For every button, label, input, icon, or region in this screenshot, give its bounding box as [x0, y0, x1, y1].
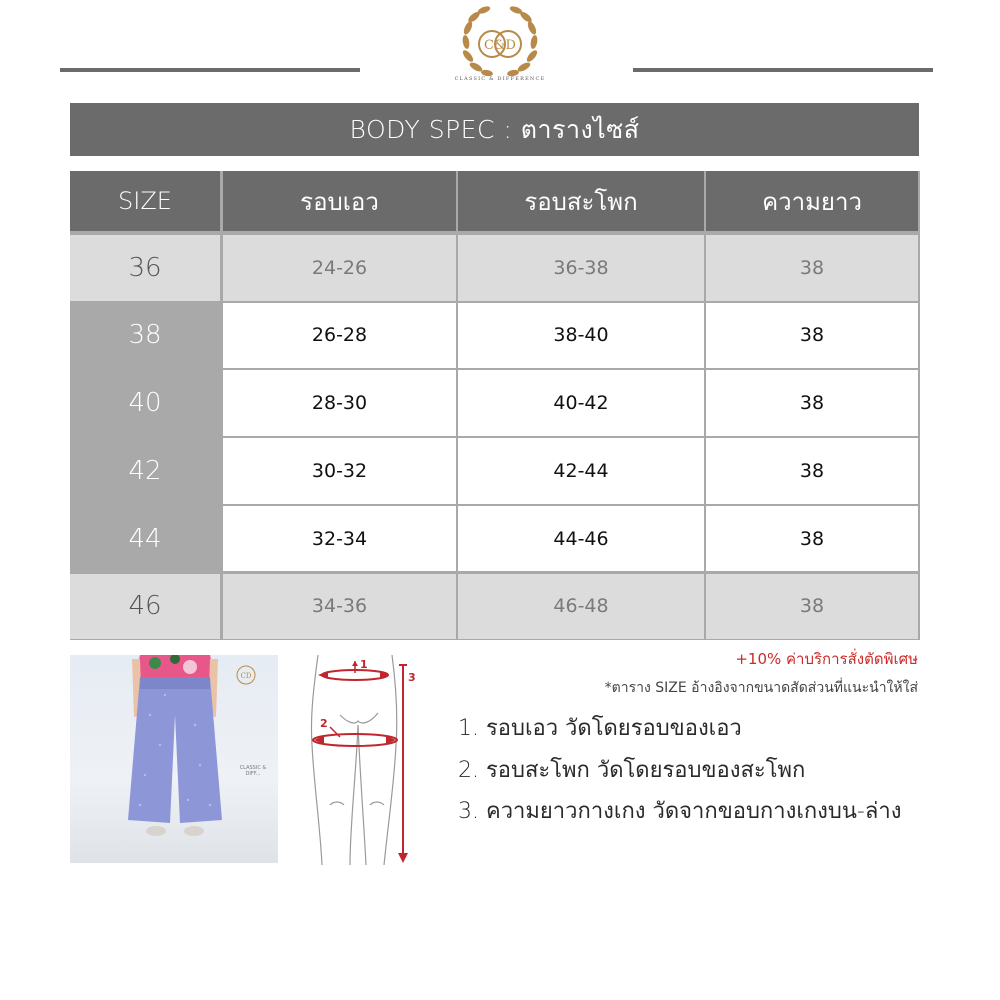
size-reference-note: *ตาราง SIZE อ้างอิงจากขนาดสัดส่วนที่แนะนำให้ใส่ — [604, 680, 918, 696]
cell-length: 38 — [706, 370, 918, 436]
cell-hip: 36-38 — [458, 235, 704, 301]
cell-length: 38 — [706, 303, 918, 369]
cell-hip: 44-46 — [458, 506, 704, 572]
product-photo — [70, 655, 278, 863]
svg-text:CD: CD — [240, 672, 252, 680]
page-title: BODY SPEC : ตารางไซส์ — [70, 103, 919, 156]
cell-hip: 40-42 — [458, 370, 704, 436]
cell-size: 42 — [70, 438, 220, 504]
svg-text:1: 1 — [360, 658, 368, 671]
cell-waist: 24-26 — [223, 235, 456, 301]
header-rule-right — [633, 68, 933, 72]
brand-logo — [448, 4, 552, 86]
header-rule-left — [60, 68, 360, 72]
cell-size: 44 — [70, 506, 220, 572]
cell-hip: 38-40 — [458, 303, 704, 369]
svg-text:C&D: C&D — [484, 38, 516, 53]
cell-size: 36 — [70, 235, 220, 301]
photo-brand-mark: CLASSIC & DIFF... — [239, 765, 267, 777]
measurement-hip: 2. รอบสะโพก วัดโดยรอบของสะโพก — [458, 758, 806, 783]
measurement-diagram — [300, 655, 430, 865]
cell-waist: 30-32 — [223, 438, 456, 504]
size-table — [70, 171, 920, 640]
header-size: SIZE — [70, 171, 220, 231]
header-hip: รอบสะโพก — [458, 171, 704, 231]
cell-hip: 42-44 — [458, 438, 704, 504]
cell-hip: 46-48 — [458, 574, 704, 640]
cell-waist: 32-34 — [223, 506, 456, 572]
header-waist: รอบเอว — [223, 171, 456, 231]
header-length: ความยาว — [706, 171, 918, 231]
cell-length: 38 — [706, 235, 918, 301]
brand-tagline: CLASSIC & DIFFERENCE — [454, 76, 546, 82]
cell-size: 46 — [70, 574, 220, 640]
cell-length: 38 — [706, 438, 918, 504]
svg-text:3: 3 — [408, 671, 416, 684]
cell-waist: 26-28 — [223, 303, 456, 369]
measurement-length: 3. ความยาวกางเกง วัดจากขอบกางเกงบน-ล่าง — [458, 799, 902, 824]
cell-waist: 34-36 — [223, 574, 456, 640]
cell-waist: 28-30 — [223, 370, 456, 436]
measurement-waist: 1. รอบเอว วัดโดยรอบของเอว — [458, 716, 742, 741]
cell-size: 38 — [70, 303, 220, 369]
cell-length: 38 — [706, 574, 918, 640]
cell-length: 38 — [706, 506, 918, 572]
cell-size: 40 — [70, 370, 220, 436]
custom-fee-note: +10% ค่าบริการสั่งตัดพิเศษ — [735, 650, 918, 668]
svg-text:2: 2 — [320, 717, 328, 730]
